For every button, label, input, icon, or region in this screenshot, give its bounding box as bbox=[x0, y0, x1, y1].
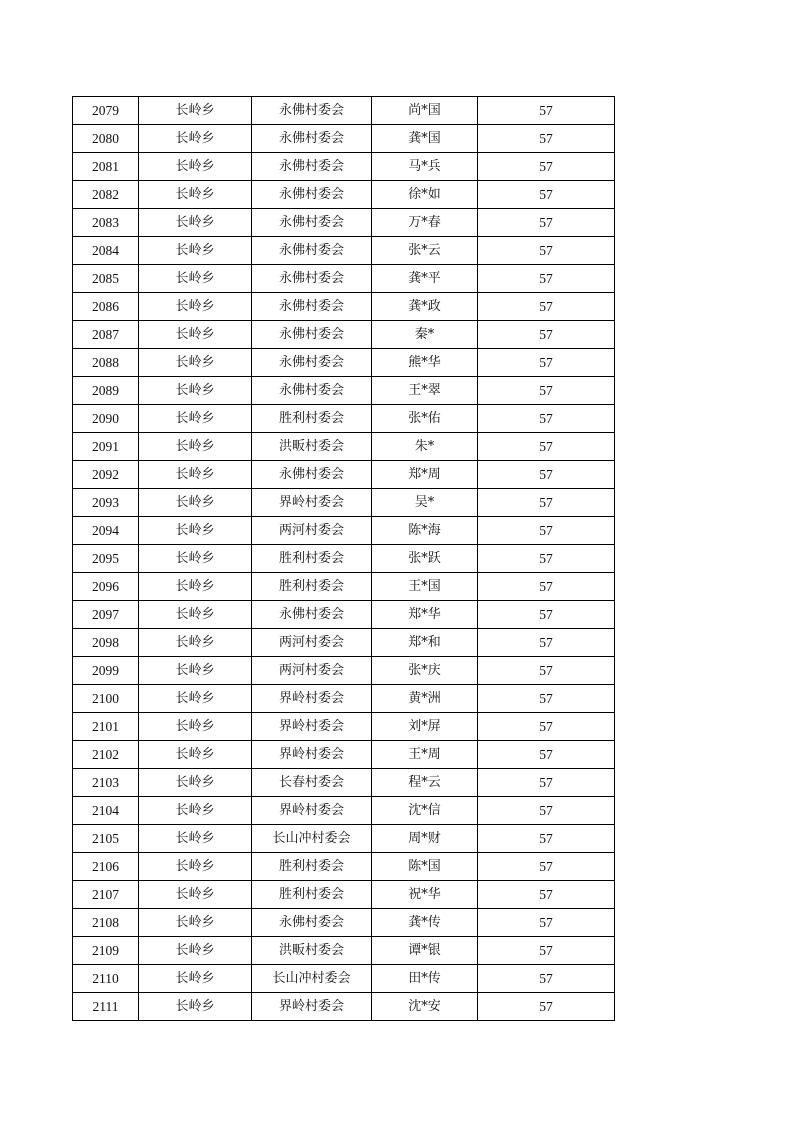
village-committee-cell: 永佛村委会 bbox=[252, 181, 372, 209]
township-cell: 长岭乡 bbox=[139, 293, 252, 321]
row-number-cell: 2103 bbox=[73, 769, 139, 797]
row-number-cell: 2093 bbox=[73, 489, 139, 517]
value-cell: 57 bbox=[478, 209, 615, 237]
table-row bbox=[73, 433, 615, 461]
table-row bbox=[73, 909, 615, 937]
value-cell: 57 bbox=[478, 125, 615, 153]
row-number-cell: 2095 bbox=[73, 545, 139, 573]
village-committee-cell: 两河村委会 bbox=[252, 657, 372, 685]
township-cell: 长岭乡 bbox=[139, 209, 252, 237]
name-cell: 熊*华 bbox=[372, 349, 478, 377]
table-row bbox=[73, 293, 615, 321]
village-committee-cell: 永佛村委会 bbox=[252, 125, 372, 153]
row-number-cell: 2089 bbox=[73, 377, 139, 405]
village-committee-cell: 永佛村委会 bbox=[252, 209, 372, 237]
value-cell: 57 bbox=[478, 685, 615, 713]
table-row bbox=[73, 125, 615, 153]
village-committee-cell: 永佛村委会 bbox=[252, 237, 372, 265]
data-table bbox=[72, 96, 615, 1021]
row-number-cell: 2096 bbox=[73, 573, 139, 601]
table-row bbox=[73, 489, 615, 517]
table-row bbox=[73, 937, 615, 965]
row-number-cell: 2111 bbox=[73, 993, 139, 1021]
village-committee-cell: 永佛村委会 bbox=[252, 293, 372, 321]
name-cell: 吴* bbox=[372, 489, 478, 517]
village-committee-cell: 永佛村委会 bbox=[252, 909, 372, 937]
row-number-cell: 2106 bbox=[73, 853, 139, 881]
township-cell: 长岭乡 bbox=[139, 881, 252, 909]
value-cell: 57 bbox=[478, 853, 615, 881]
name-cell: 万*春 bbox=[372, 209, 478, 237]
township-cell: 长岭乡 bbox=[139, 769, 252, 797]
township-cell: 长岭乡 bbox=[139, 153, 252, 181]
village-committee-cell: 两河村委会 bbox=[252, 517, 372, 545]
row-number-cell: 2107 bbox=[73, 881, 139, 909]
value-cell: 57 bbox=[478, 545, 615, 573]
row-number-cell: 2083 bbox=[73, 209, 139, 237]
name-cell: 张*佑 bbox=[372, 405, 478, 433]
name-cell: 黄*洲 bbox=[372, 685, 478, 713]
table-row bbox=[73, 153, 615, 181]
table-row bbox=[73, 321, 615, 349]
name-cell: 王*周 bbox=[372, 741, 478, 769]
table-row bbox=[73, 769, 615, 797]
name-cell: 陈*国 bbox=[372, 853, 478, 881]
table-row bbox=[73, 993, 615, 1021]
table-row bbox=[73, 657, 615, 685]
village-committee-cell: 永佛村委会 bbox=[252, 349, 372, 377]
name-cell: 程*云 bbox=[372, 769, 478, 797]
value-cell: 57 bbox=[478, 797, 615, 825]
village-committee-cell: 界岭村委会 bbox=[252, 993, 372, 1021]
township-cell: 长岭乡 bbox=[139, 237, 252, 265]
value-cell: 57 bbox=[478, 97, 615, 125]
township-cell: 长岭乡 bbox=[139, 965, 252, 993]
table-row bbox=[73, 853, 615, 881]
township-cell: 长岭乡 bbox=[139, 545, 252, 573]
township-cell: 长岭乡 bbox=[139, 405, 252, 433]
township-cell: 长岭乡 bbox=[139, 181, 252, 209]
township-cell: 长岭乡 bbox=[139, 97, 252, 125]
township-cell: 长岭乡 bbox=[139, 741, 252, 769]
value-cell: 57 bbox=[478, 461, 615, 489]
village-committee-cell: 胜利村委会 bbox=[252, 573, 372, 601]
village-committee-cell: 界岭村委会 bbox=[252, 797, 372, 825]
row-number-cell: 2104 bbox=[73, 797, 139, 825]
name-cell: 郑*华 bbox=[372, 601, 478, 629]
village-committee-cell: 两河村委会 bbox=[252, 629, 372, 657]
township-cell: 长岭乡 bbox=[139, 909, 252, 937]
row-number-cell: 2081 bbox=[73, 153, 139, 181]
row-number-cell: 2109 bbox=[73, 937, 139, 965]
township-cell: 长岭乡 bbox=[139, 433, 252, 461]
name-cell: 朱* bbox=[372, 433, 478, 461]
table-row bbox=[73, 461, 615, 489]
name-cell: 陈*海 bbox=[372, 517, 478, 545]
value-cell: 57 bbox=[478, 909, 615, 937]
village-committee-cell: 永佛村委会 bbox=[252, 461, 372, 489]
township-cell: 长岭乡 bbox=[139, 461, 252, 489]
value-cell: 57 bbox=[478, 601, 615, 629]
name-cell: 尚*国 bbox=[372, 97, 478, 125]
row-number-cell: 2091 bbox=[73, 433, 139, 461]
value-cell: 57 bbox=[478, 769, 615, 797]
value-cell: 57 bbox=[478, 265, 615, 293]
township-cell: 长岭乡 bbox=[139, 993, 252, 1021]
value-cell: 57 bbox=[478, 657, 615, 685]
row-number-cell: 2086 bbox=[73, 293, 139, 321]
row-number-cell: 2102 bbox=[73, 741, 139, 769]
row-number-cell: 2105 bbox=[73, 825, 139, 853]
village-committee-cell: 长山冲村委会 bbox=[252, 965, 372, 993]
table-row bbox=[73, 601, 615, 629]
township-cell: 长岭乡 bbox=[139, 937, 252, 965]
name-cell: 周*财 bbox=[372, 825, 478, 853]
row-number-cell: 2100 bbox=[73, 685, 139, 713]
township-cell: 长岭乡 bbox=[139, 657, 252, 685]
value-cell: 57 bbox=[478, 741, 615, 769]
township-cell: 长岭乡 bbox=[139, 853, 252, 881]
village-committee-cell: 长春村委会 bbox=[252, 769, 372, 797]
table-row bbox=[73, 881, 615, 909]
table-row bbox=[73, 545, 615, 573]
village-committee-cell: 胜利村委会 bbox=[252, 545, 372, 573]
row-number-cell: 2097 bbox=[73, 601, 139, 629]
township-cell: 长岭乡 bbox=[139, 713, 252, 741]
village-committee-cell: 胜利村委会 bbox=[252, 881, 372, 909]
name-cell: 王*国 bbox=[372, 573, 478, 601]
value-cell: 57 bbox=[478, 629, 615, 657]
row-number-cell: 2080 bbox=[73, 125, 139, 153]
value-cell: 57 bbox=[478, 405, 615, 433]
table-row bbox=[73, 573, 615, 601]
township-cell: 长岭乡 bbox=[139, 825, 252, 853]
table-row bbox=[73, 629, 615, 657]
table-row bbox=[73, 209, 615, 237]
village-committee-cell: 永佛村委会 bbox=[252, 377, 372, 405]
name-cell: 郑*和 bbox=[372, 629, 478, 657]
name-cell: 张*云 bbox=[372, 237, 478, 265]
township-cell: 长岭乡 bbox=[139, 489, 252, 517]
name-cell: 谭*银 bbox=[372, 937, 478, 965]
name-cell: 张*跃 bbox=[372, 545, 478, 573]
value-cell: 57 bbox=[478, 573, 615, 601]
township-cell: 长岭乡 bbox=[139, 125, 252, 153]
row-number-cell: 2085 bbox=[73, 265, 139, 293]
table-row bbox=[73, 265, 615, 293]
table-row bbox=[73, 237, 615, 265]
village-committee-cell: 胜利村委会 bbox=[252, 405, 372, 433]
table-row bbox=[73, 405, 615, 433]
table-row bbox=[73, 377, 615, 405]
table-row bbox=[73, 825, 615, 853]
value-cell: 57 bbox=[478, 965, 615, 993]
value-cell: 57 bbox=[478, 293, 615, 321]
name-cell: 张*庆 bbox=[372, 657, 478, 685]
township-cell: 长岭乡 bbox=[139, 349, 252, 377]
name-cell: 沈*信 bbox=[372, 797, 478, 825]
value-cell: 57 bbox=[478, 237, 615, 265]
township-cell: 长岭乡 bbox=[139, 517, 252, 545]
value-cell: 57 bbox=[478, 377, 615, 405]
village-committee-cell: 界岭村委会 bbox=[252, 713, 372, 741]
row-number-cell: 2099 bbox=[73, 657, 139, 685]
table-row bbox=[73, 965, 615, 993]
row-number-cell: 2092 bbox=[73, 461, 139, 489]
row-number-cell: 2101 bbox=[73, 713, 139, 741]
name-cell: 沈*安 bbox=[372, 993, 478, 1021]
value-cell: 57 bbox=[478, 321, 615, 349]
table-row bbox=[73, 797, 615, 825]
village-committee-cell: 界岭村委会 bbox=[252, 489, 372, 517]
township-cell: 长岭乡 bbox=[139, 265, 252, 293]
village-committee-cell: 永佛村委会 bbox=[252, 601, 372, 629]
value-cell: 57 bbox=[478, 937, 615, 965]
name-cell: 龚*传 bbox=[372, 909, 478, 937]
table-row bbox=[73, 685, 615, 713]
row-number-cell: 2082 bbox=[73, 181, 139, 209]
value-cell: 57 bbox=[478, 517, 615, 545]
name-cell: 徐*如 bbox=[372, 181, 478, 209]
value-cell: 57 bbox=[478, 153, 615, 181]
name-cell: 郑*周 bbox=[372, 461, 478, 489]
row-number-cell: 2108 bbox=[73, 909, 139, 937]
township-cell: 长岭乡 bbox=[139, 377, 252, 405]
table-row bbox=[73, 349, 615, 377]
table-row bbox=[73, 713, 615, 741]
value-cell: 57 bbox=[478, 433, 615, 461]
row-number-cell: 2079 bbox=[73, 97, 139, 125]
value-cell: 57 bbox=[478, 993, 615, 1021]
name-cell: 王*翠 bbox=[372, 377, 478, 405]
township-cell: 长岭乡 bbox=[139, 321, 252, 349]
village-committee-cell: 永佛村委会 bbox=[252, 153, 372, 181]
name-cell: 龚*国 bbox=[372, 125, 478, 153]
name-cell: 秦* bbox=[372, 321, 478, 349]
value-cell: 57 bbox=[478, 349, 615, 377]
value-cell: 57 bbox=[478, 181, 615, 209]
township-cell: 长岭乡 bbox=[139, 601, 252, 629]
township-cell: 长岭乡 bbox=[139, 685, 252, 713]
table-row bbox=[73, 741, 615, 769]
row-number-cell: 2090 bbox=[73, 405, 139, 433]
table-row bbox=[73, 517, 615, 545]
township-cell: 长岭乡 bbox=[139, 629, 252, 657]
township-cell: 长岭乡 bbox=[139, 573, 252, 601]
table-body bbox=[73, 97, 615, 1021]
name-cell: 马*兵 bbox=[372, 153, 478, 181]
row-number-cell: 2088 bbox=[73, 349, 139, 377]
village-committee-cell: 永佛村委会 bbox=[252, 265, 372, 293]
value-cell: 57 bbox=[478, 713, 615, 741]
value-cell: 57 bbox=[478, 825, 615, 853]
village-committee-cell: 永佛村委会 bbox=[252, 321, 372, 349]
village-committee-cell: 界岭村委会 bbox=[252, 741, 372, 769]
value-cell: 57 bbox=[478, 489, 615, 517]
table-row bbox=[73, 97, 615, 125]
table-row bbox=[73, 181, 615, 209]
row-number-cell: 2084 bbox=[73, 237, 139, 265]
village-committee-cell: 界岭村委会 bbox=[252, 685, 372, 713]
village-committee-cell: 胜利村委会 bbox=[252, 853, 372, 881]
name-cell: 田*传 bbox=[372, 965, 478, 993]
village-committee-cell: 永佛村委会 bbox=[252, 97, 372, 125]
name-cell: 祝*华 bbox=[372, 881, 478, 909]
village-committee-cell: 洪畈村委会 bbox=[252, 433, 372, 461]
township-cell: 长岭乡 bbox=[139, 797, 252, 825]
name-cell: 刘*屏 bbox=[372, 713, 478, 741]
row-number-cell: 2098 bbox=[73, 629, 139, 657]
village-committee-cell: 洪畈村委会 bbox=[252, 937, 372, 965]
name-cell: 龚*平 bbox=[372, 265, 478, 293]
row-number-cell: 2087 bbox=[73, 321, 139, 349]
village-committee-cell: 长山冲村委会 bbox=[252, 825, 372, 853]
name-cell: 龚*政 bbox=[372, 293, 478, 321]
row-number-cell: 2094 bbox=[73, 517, 139, 545]
value-cell: 57 bbox=[478, 881, 615, 909]
row-number-cell: 2110 bbox=[73, 965, 139, 993]
